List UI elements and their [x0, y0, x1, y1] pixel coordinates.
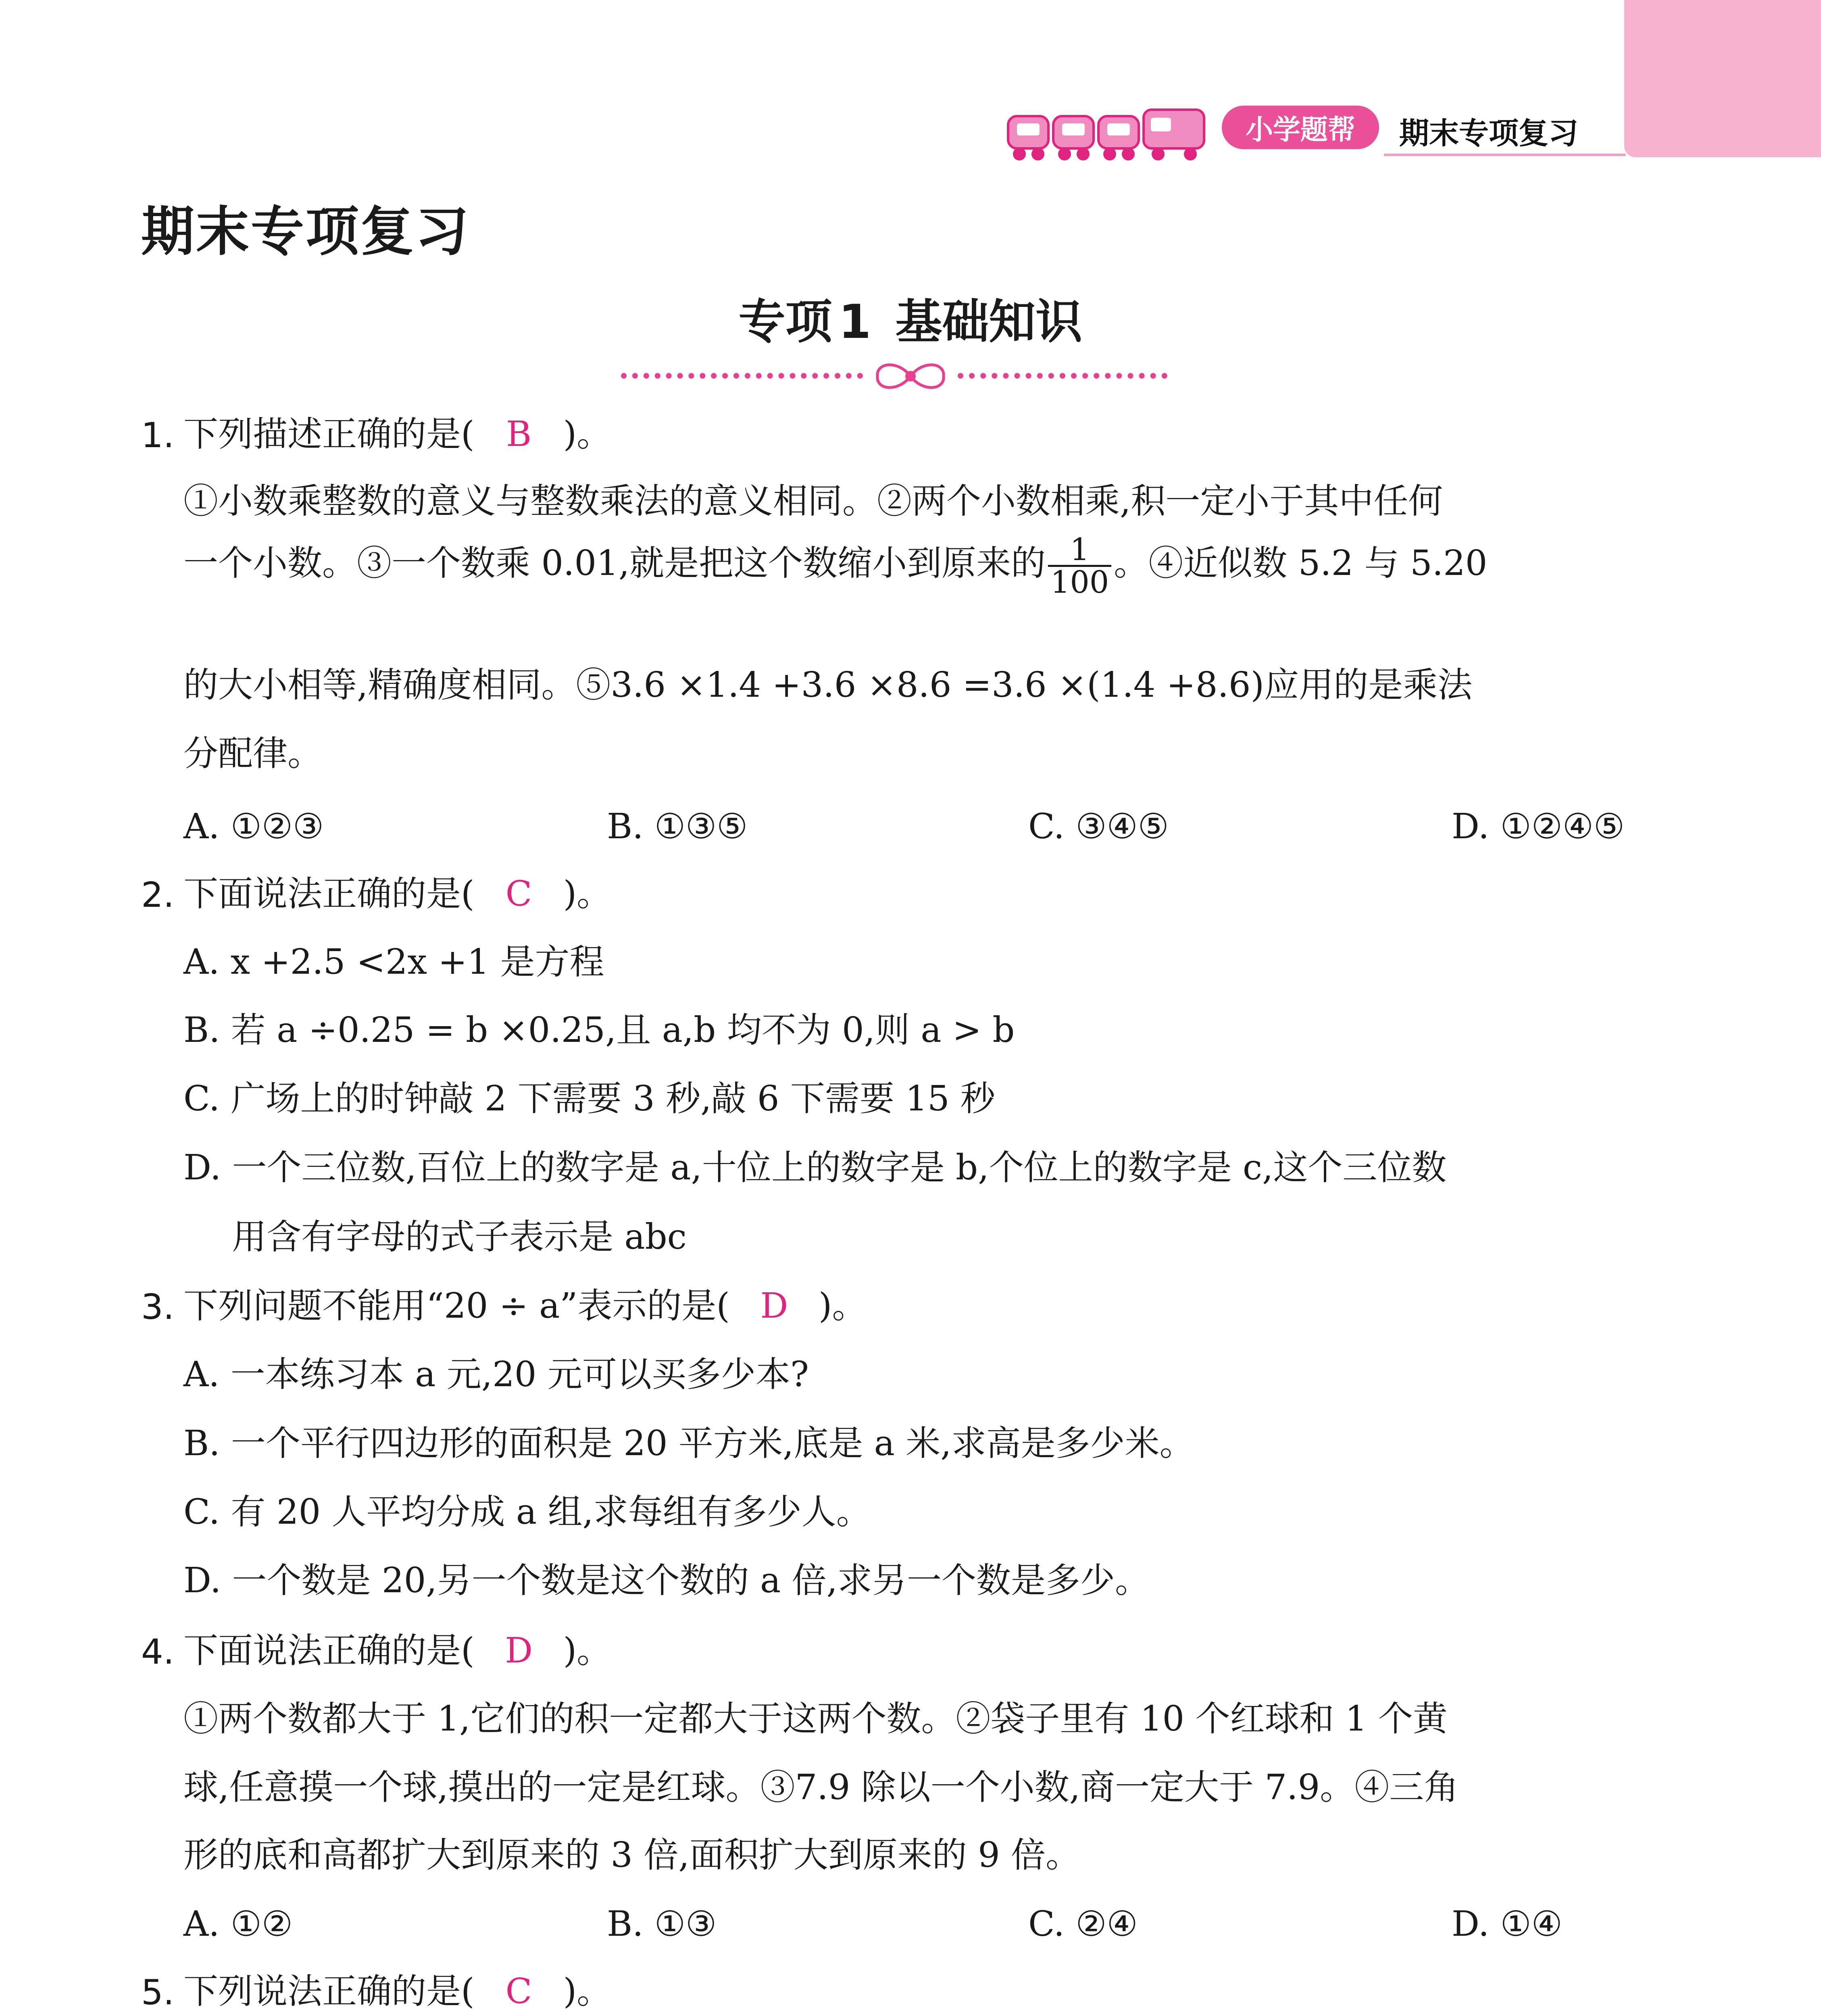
option-line: C. 有 20 人平均分成 a 组,求每组有多少人。	[183, 1492, 871, 1532]
answer-mark: D	[505, 1631, 533, 1671]
answer-mark: B	[506, 414, 532, 454]
question-number: 1.	[141, 415, 175, 456]
header-rule	[1384, 154, 1626, 156]
dotted-divider-right	[958, 373, 1167, 379]
answer-mark: C	[505, 1971, 532, 2012]
option-b: B. ①③	[607, 1904, 717, 1944]
question-line: 形的底和高都扩大到原来的 3 倍,面积扩大到原来的 9 倍。	[183, 1835, 1081, 1875]
question-number: 5.	[141, 1972, 175, 2013]
question-prompt: 下列描述正确的是( B )。	[183, 414, 612, 454]
question-number: 3.	[141, 1287, 175, 1327]
bow-icon	[870, 358, 951, 394]
option-line: B. 一个平行四边形的面积是 20 平方米,底是 a 米,求高是多少米。	[183, 1423, 1194, 1464]
option-d: D. ①④	[1452, 1904, 1563, 1944]
option-line: A. x +2.5 <2x +1 是方程	[183, 942, 604, 982]
answer-mark: D	[760, 1286, 788, 1326]
corner-tab	[1624, 0, 1821, 157]
option-line: B. 若 a ÷0.25 = b ×0.25,且 a,b 均不为 0,则 a > b	[183, 1010, 1015, 1050]
fraction: $\frac{1}{100}$	[1048, 534, 1111, 598]
option-c: C. ③④⑤	[1028, 806, 1169, 847]
option-line: C. 广场上的时钟敲 2 下需要 3 秒,敲 6 下需要 15 秒	[183, 1079, 996, 1119]
question-number: 2.	[141, 875, 175, 915]
question-number: 4.	[141, 1632, 175, 1672]
section-title	[0, 284, 1821, 352]
option-line: D. 一个三位数,百位上的数字是 a,十位上的数字是 b,个位上的数字是 c,这个三位数	[183, 1148, 1447, 1188]
option-line: 用含有字母的式子表示是 abc	[232, 1217, 687, 1257]
header-title: 期末专项复习	[1399, 116, 1578, 151]
section-name: 基础知识	[895, 295, 1083, 349]
question-prompt: 下面说法正确的是( D )。	[183, 1631, 612, 1671]
question-prompt: 下列问题不能用“20 ÷ a”表示的是( D )。	[183, 1286, 867, 1326]
answer-mark: C	[505, 874, 532, 914]
section-number: 1	[838, 295, 871, 349]
option-a: A. ①②③	[183, 806, 324, 847]
question-prompt: 下面说法正确的是( C )。	[183, 874, 612, 914]
dotted-divider-left	[621, 373, 863, 379]
question-line: 球,任意摸一个球,摸出的一定是红球。③7.9 除以一个小数,商一定大于 7.9。④三角	[183, 1767, 1459, 1808]
option-c: C. ②④	[1028, 1904, 1138, 1944]
page-title: 期末专项复习	[141, 201, 470, 263]
question-line: ①小数乘整数的意义与整数乘法的意义相同。②两个小数相乘,积一定小于其中任何	[183, 481, 1443, 521]
question-line: 的大小相等,精确度相同。⑤3.6 ×1.4 +3.6 ×8.6 =3.6 ×(1.4 +8.6)应用的是乘法	[183, 665, 1473, 705]
option-a: A. ①②	[183, 1904, 293, 1944]
question-line: 分配律。	[183, 733, 322, 774]
option-b: B. ①③⑤	[607, 806, 748, 847]
train-icon	[1005, 104, 1211, 165]
option-line: A. 一本练习本 a 元,20 元可以买多少本?	[183, 1354, 809, 1395]
question-line: 一个小数。③一个数乘 0.01,就是把这个数缩小到原来的 $\frac{1}{100}$ 。④近似数 5.2 与 5.20	[183, 531, 1488, 600]
section-label: 专项	[738, 295, 832, 349]
option-d: D. ①②④⑤	[1452, 806, 1625, 847]
option-line: D. 一个数是 20,另一个数是这个数的 a 倍,求另一个数是多少。	[183, 1560, 1150, 1601]
brand-badge: 小学题帮	[1222, 106, 1379, 149]
question-line: ①两个数都大于 1,它们的积一定都大于这两个数。②袋子里有 10 个红球和 1 个黄	[183, 1699, 1448, 1739]
question-prompt: 下列说法正确的是( C )。	[183, 1971, 612, 2012]
